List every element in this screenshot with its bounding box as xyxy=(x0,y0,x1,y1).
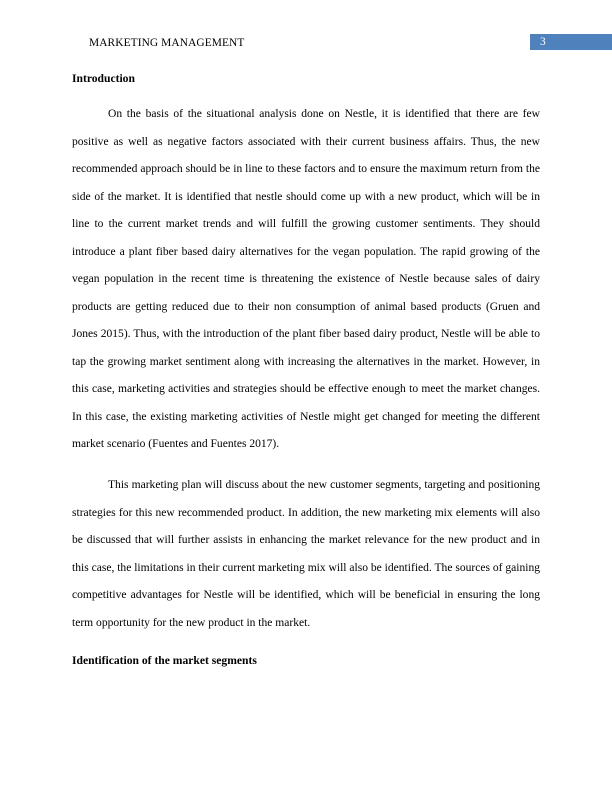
intro-paragraph-2: This marketing plan will discuss about the new customer segments, targeting and positioning strategies for this new recommended product. In addition, the new marketing mix elements will also be discussed that will further assists in enhancing the market relevance for the new product and in this case, the limitations in their current marketing mix will also be identified. The sources of gaining competitive advantages for Nestle will be identified, which will be beneficial in ensuring the long term opportunity for the new product in the market. xyxy=(72,479,540,629)
page-number-box xyxy=(530,34,612,50)
page-number: 3 xyxy=(540,36,546,48)
section-heading-introduction: Introduction xyxy=(72,72,135,85)
intro-paragraph-1: On the basis of the situational analysis done on Nestle, it is identified that there are few positive as well as negative factors associated with their current business affairs. Thus, the new recommended approach should be in line to these factors and to ensure the maximum return from the side of the market. It is identified that nestle should come up with a new product, which will be in line to the current market trends and will fulfill the growing customer sentiments. They should introduce a plant fiber based dairy alternatives for the vegan population. The rapid growing of the vegan population in the recent time is threatening the existence of Nestle because sales of dairy products are getting reduced due to their non consumption of animal based products (Gruen and Jones 2015). Thus, with the introduction of the plant fiber based dairy product, Nestle will be able to tap the growing market sentiment along with increasing the alternatives in the market. However, in this case, marketing activities and strategies should be effective enough to meet the market changes. In this case, the existing marketing activities of Nestle might get changed for meeting the different market scenario (Fuentes and Fuentes 2017). xyxy=(72,108,540,451)
section-heading-market-segments: Identification of the market segments xyxy=(72,654,257,667)
running-head: MARKETING MANAGEMENT xyxy=(89,37,245,49)
